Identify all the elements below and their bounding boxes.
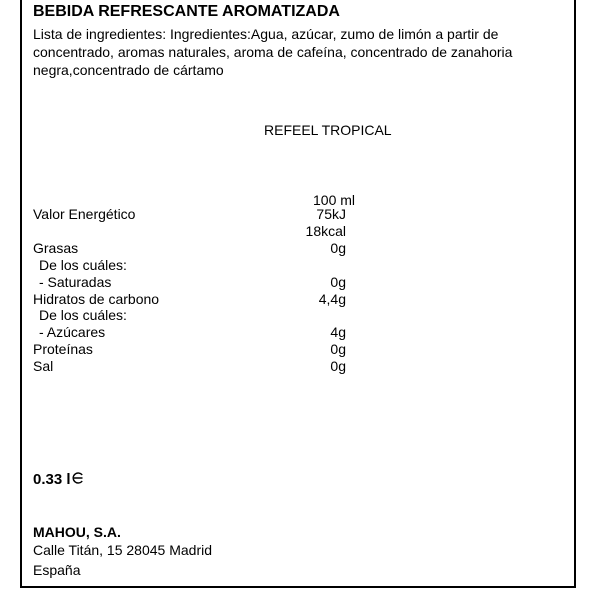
nutrition-value-carbohydrates: 4,4g — [318, 291, 346, 307]
nutrition-value-salt: 0g — [330, 358, 346, 374]
company-name: MAHOU, S.A. — [33, 524, 121, 540]
nutrition-label-saturated: - Saturadas — [39, 274, 112, 290]
nutrition-value-sugars: 4g — [330, 324, 346, 340]
company-country: España — [33, 562, 81, 578]
ingredients-list: Lista de ingredientes: Ingredientes:Agua, azúcar, zumo de limón a partir de concentrado, aromas naturales, aroma de cafeína, concentrado de zanahoria negra,concentrado de cártamo — [33, 26, 513, 78]
company-address: Calle Titán, 15 28045 Madrid — [33, 542, 212, 558]
net-volume-value: 0.33 l — [33, 471, 71, 488]
nutrition-label-sugars: - Azúcares — [39, 324, 106, 340]
nutrition-label-protein: Proteínas — [33, 341, 93, 357]
product-title: BEBIDA REFRESCANTE AROMATIZADA — [33, 3, 340, 20]
nutrition-value-energy-kcal: 18kcal — [305, 223, 346, 239]
nutrition-label-energy: Valor Energético — [33, 206, 136, 222]
nutrition-value-saturated: 0g — [330, 274, 346, 290]
nutrition-value-energy-kj: 75kJ — [316, 206, 346, 222]
net-volume — [33, 470, 84, 489]
nutrition-label-salt: Sal — [33, 358, 54, 374]
nutrition-label-of-which: De los cuáles: — [39, 257, 127, 273]
product-label — [20, 0, 576, 588]
nutrition-label-of-which-2: De los cuáles: — [39, 307, 127, 323]
nutrition-value-protein: 0g — [330, 341, 346, 357]
estimated-sign-e-icon — [72, 471, 84, 490]
product-name: REFEEL TROPICAL — [264, 122, 392, 138]
nutrition-value-fat: 0g — [330, 240, 346, 256]
nutrition-per-header: 100 ml — [313, 192, 356, 208]
nutrition-label-fat: Grasas — [33, 240, 79, 256]
nutrition-label-carbohydrates: Hidratos de carbono — [33, 291, 160, 307]
